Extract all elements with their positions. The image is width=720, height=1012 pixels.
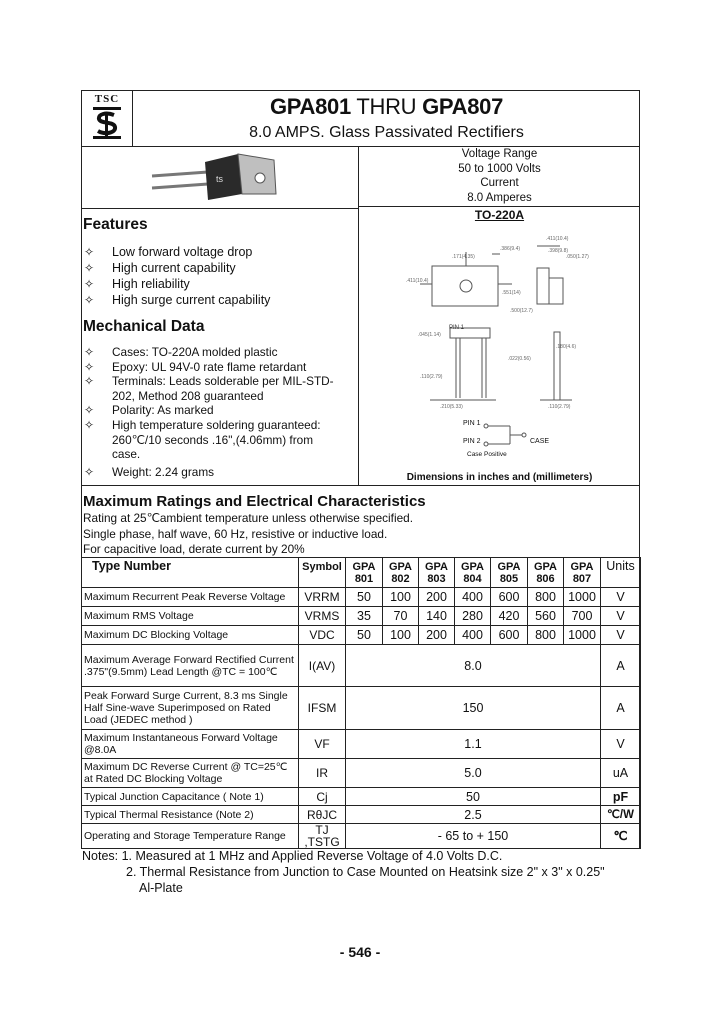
schematic-case: CASE [530, 438, 550, 445]
value-cell: 200 [419, 588, 455, 607]
table-row [82, 759, 641, 788]
value-cell: - 65 to + 150 [346, 824, 601, 849]
svg-text:.411(10.4): .411(10.4) [406, 278, 429, 284]
value-cell: 560 [528, 607, 564, 626]
voltage-label: Voltage Range [461, 148, 538, 160]
package-name: TO-220A [474, 208, 525, 222]
mechanical-item: ✧ High temperature soldering guaranteed: 260℃/10 seconds .16",(4.06mm) from case. [84, 417, 321, 462]
value-cell: 35 [346, 607, 383, 626]
feature-item: ✧ High reliability [84, 277, 190, 291]
symbol-cell: VDC [299, 626, 346, 645]
notes-section [82, 848, 642, 896]
table-row [82, 824, 641, 849]
unit-cell: V [601, 588, 641, 607]
svg-text:.551(14): .551(14) [502, 290, 521, 296]
value-cell: 400 [455, 626, 491, 645]
bullet-icon: ✧ [84, 359, 95, 374]
table-row [82, 645, 641, 687]
table-row [82, 588, 641, 607]
units-header: Units [601, 558, 641, 588]
value-cell: 1.1 [346, 730, 601, 759]
svg-text:.110(2.79): .110(2.79) [420, 374, 443, 380]
svg-text:.022(0.56): .022(0.56) [508, 356, 531, 362]
value-cell: 70 [383, 607, 419, 626]
voltage-value: 50 to 1000 Volts [458, 162, 541, 175]
dimensions-caption: Dimensions in inches and (millimeters) [406, 472, 593, 483]
unit-cell: V [601, 730, 641, 759]
note-2-continued: Al-Plate [139, 881, 183, 895]
value-cell: 280 [455, 607, 491, 626]
bullet-icon: ✧ [84, 245, 95, 259]
svg-text:.050(1.27): .050(1.27) [566, 254, 589, 260]
bullet-icon: ✧ [84, 293, 95, 307]
schematic-pin1: PIN 1 [463, 420, 481, 427]
symbol-cell: VRRM [299, 588, 346, 607]
param-cell: Maximum DC Reverse Current @ TC=25℃ at Rated DC Blocking Voltage [82, 759, 299, 788]
part-header: GPA 806 [528, 558, 564, 588]
svg-text:.171(4.35): .171(4.35) [452, 254, 475, 260]
param-cell: Maximum DC Blocking Voltage [82, 626, 299, 645]
feature-item: ✧ Low forward voltage drop [84, 245, 253, 259]
value-cell: 600 [491, 588, 528, 607]
value-cell: 800 [528, 626, 564, 645]
part-header: GPA 807 [564, 558, 601, 588]
symbol-cell: VF [299, 730, 346, 759]
unit-cell: V [601, 626, 641, 645]
param-cell: Maximum Average Forward Rectified Current .375"(9.5mm) Lead Length @TC = 100℃ [82, 645, 299, 687]
symbol-header: Symbol [299, 558, 346, 588]
bullet-icon: ✧ [84, 277, 95, 291]
unit-cell: ℃/W [601, 806, 641, 824]
table-header-row [82, 558, 641, 588]
mechanical-section [83, 318, 355, 479]
svg-text:.210(5.33): .210(5.33) [440, 404, 463, 410]
logo-symbol-icon [92, 106, 122, 140]
value-cell: 50 [346, 626, 383, 645]
param-cell: Peak Forward Surge Current, 8.3 ms Single Half Sine-wave Superimposed on Rated Load (JEDEC method ) [82, 687, 299, 730]
type-number-header: Type Number [82, 558, 299, 588]
param-cell: Maximum Instantaneous Forward Voltage @8.0A [82, 730, 299, 759]
table-row [82, 607, 641, 626]
symbol-cell: VRMS [299, 607, 346, 626]
ratings-table [81, 557, 641, 849]
unit-cell: A [601, 687, 641, 730]
value-cell: 200 [419, 626, 455, 645]
symbol-cell: Cj [299, 788, 346, 806]
value-cell: 50 [346, 788, 601, 806]
unit-cell: pF [601, 788, 641, 806]
schematic-pin2: PIN 2 [463, 438, 481, 445]
value-cell: 800 [528, 588, 564, 607]
page-number: - 546 - [339, 944, 381, 960]
value-cell: 140 [419, 607, 455, 626]
value-cell: 8.0 [346, 645, 601, 687]
part-header: GPA 801 [346, 558, 383, 588]
bullet-icon: ✧ [84, 345, 95, 359]
value-cell: 1000 [564, 626, 601, 645]
value-cell: 1000 [564, 588, 601, 607]
note-1: Notes: 1. Measured at 1 MHz and Applied Reverse Voltage of 4.0 Volts D.C. [82, 849, 503, 863]
value-cell: 50 [346, 588, 383, 607]
param-cell: Maximum Recurrent Peak Reverse Voltage [82, 588, 299, 607]
svg-text:.500(12.7): .500(12.7) [510, 308, 533, 314]
feature-item: ✧ High surge current capability [84, 293, 271, 307]
mechanical-item: ✧ Epoxy: UL 94V-0 rate flame retardant [84, 359, 307, 374]
feature-item: ✧ High current capability [84, 261, 236, 275]
table-row [82, 806, 641, 824]
svg-text:.398(9.8): .398(9.8) [548, 248, 569, 254]
mechanical-list [83, 345, 355, 479]
value-cell: 100 [383, 626, 419, 645]
unit-cell: V [601, 607, 641, 626]
symbol-cell: TJ ,TSTG [299, 824, 346, 849]
bullet-icon: ✧ [84, 261, 95, 275]
bullet-icon: ✧ [84, 403, 95, 418]
bullet-icon: ✧ [84, 417, 95, 432]
part-header: GPA 804 [455, 558, 491, 588]
value-cell: 2.5 [346, 806, 601, 824]
symbol-cell: I(AV) [299, 645, 346, 687]
current-value: 8.0 Amperes [467, 191, 532, 204]
svg-text:.110(2.79): .110(2.79) [548, 404, 571, 410]
symbol-cell: IFSM [299, 687, 346, 730]
features-heading: Features [83, 216, 148, 233]
tsc-logo [82, 91, 132, 146]
ratings-section [83, 493, 638, 558]
value-cell: 400 [455, 588, 491, 607]
table-row [82, 626, 641, 645]
unit-cell: uA [601, 759, 641, 788]
param-cell: Typical Junction Capacitance ( Note 1) [82, 788, 299, 806]
unit-cell: ℃ [601, 824, 641, 849]
page-title: GPA801 THRU GPA807 [269, 94, 504, 119]
component-image [150, 150, 280, 205]
ratings-intro-line: For capacitive load, derate current by 20% [83, 542, 305, 556]
svg-text:.411(10.4): .411(10.4) [546, 236, 569, 242]
mechanical-item: ✧ Polarity: As marked [84, 403, 214, 418]
ratings-intro-line: Rating at 25℃ambient temperature unless otherwise specified. [83, 511, 413, 525]
svg-text:.386(9.4): .386(9.4) [500, 246, 521, 252]
svg-text:.180(4.6): .180(4.6) [556, 344, 577, 350]
ratings-heading: Maximum Ratings and Electrical Characteristics [83, 493, 426, 510]
part-header: GPA 805 [491, 558, 528, 588]
value-cell: 420 [491, 607, 528, 626]
table-row [82, 730, 641, 759]
param-cell: Maximum RMS Voltage [82, 607, 299, 626]
bullet-icon: ✧ [84, 374, 95, 389]
table-row [82, 687, 641, 730]
value-cell: 5.0 [346, 759, 601, 788]
section-divider [81, 485, 640, 486]
image-divider [81, 208, 358, 209]
value-cell: 700 [564, 607, 601, 626]
part-header: GPA 803 [419, 558, 455, 588]
ratings-intro-line: Single phase, half wave, 60 Hz, resistive or inductive load. [83, 526, 388, 541]
current-label: Current [480, 177, 519, 189]
note-2: 2. Thermal Resistance from Junction to Case Mounted on Heatsink size 2" x 3" x 0.25" [126, 865, 605, 879]
value-cell: 150 [346, 687, 601, 730]
mechanical-item: ✧ Weight: 2.24 grams [84, 464, 215, 479]
table-row [82, 788, 641, 806]
symbol-cell: IR [299, 759, 346, 788]
page-subtitle: 8.0 AMPS. Glass Passivated Rectifiers [249, 124, 524, 141]
mechanical-item: ✧ Cases: TO-220A molded plastic [84, 345, 278, 359]
unit-cell: A [601, 645, 641, 687]
svg-text:.045(1.14): .045(1.14) [418, 332, 441, 338]
mechanical-item: ✧ Terminals: Leads solderable per MIL-STD-202, Method 208 guaranteed [84, 374, 334, 403]
pin1-marker: PIN 1 [449, 325, 465, 331]
package-drawing [400, 228, 600, 463]
case-positive-label: Case Positive [467, 451, 507, 458]
bullet-icon: ✧ [84, 464, 95, 479]
features-list [83, 244, 353, 308]
part-header: GPA 802 [383, 558, 419, 588]
features-section [83, 216, 353, 308]
symbol-cell: RθJC [299, 806, 346, 824]
param-cell: Typical Thermal Resistance (Note 2) [82, 806, 299, 824]
param-cell: Operating and Storage Temperature Range [82, 824, 299, 849]
mechanical-heading: Mechanical Data [83, 318, 205, 335]
logo-text: TSC [94, 93, 120, 105]
value-cell: 100 [383, 588, 419, 607]
value-cell: 600 [491, 626, 528, 645]
svg-text:ts: ts [216, 174, 224, 184]
spec-divider [358, 206, 640, 207]
spec-box [359, 147, 640, 205]
